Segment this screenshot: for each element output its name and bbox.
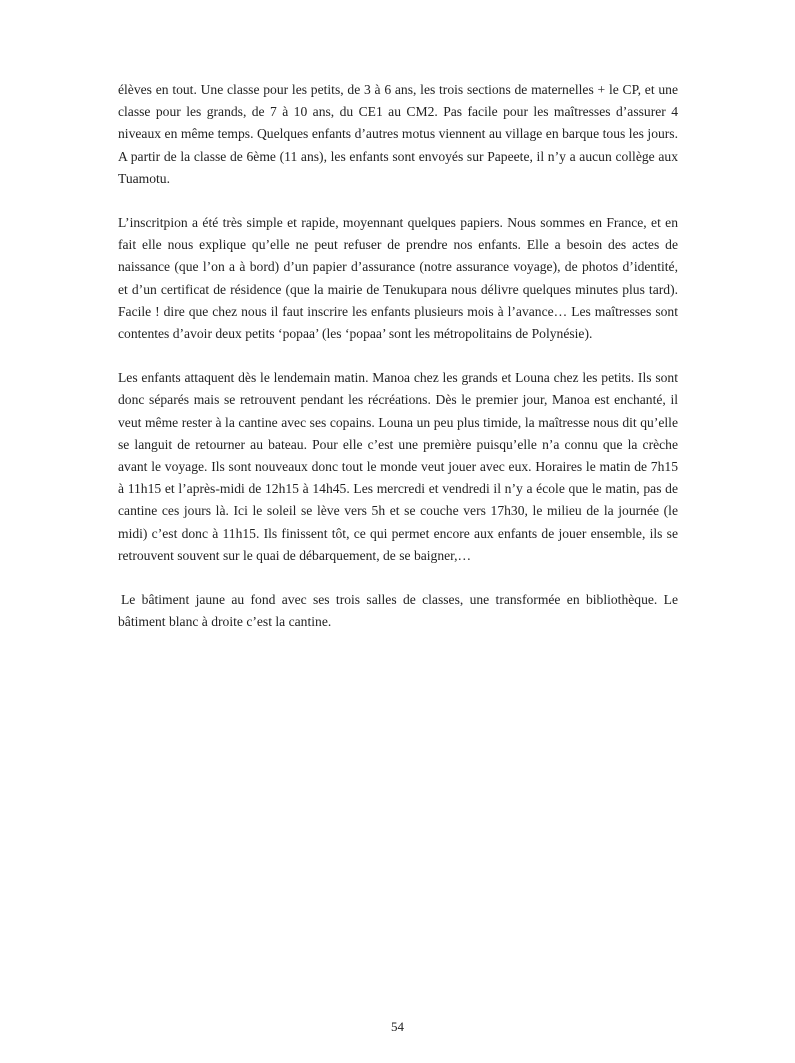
page-number: 54 bbox=[391, 1019, 404, 1034]
paragraph-first-days: Les enfants attaquent dès le lendemain matin. Manoa chez les grands et Louna chez les petits. Ils sont donc séparés mais se retrouvent pendant les récréations. Dès le premier jour, Manoa est enchanté, il veut même rester à la cantine avec ses copains. Louna un peu plus timide, la maîtresse nous dit qu’elle se languit de retourner au bateau. Pour elle c’est une première puisqu’elle n’a connu que la crèche avant le voyage. Ils sont nouveaux donc tout le monde veut jouer avec eux. Horaires le matin de 7h15 à 11h15 et l’après-midi de 12h15 à 14h45. Les mercredi et vendredi il n’y a école que le matin, pas de cantine ces jours là. Ici le soleil se lève vers 5h et se couche vers 17h30, le milieu de la journée (le midi) c’est donc à 11h15. Ils finissent tôt, ce qui permet encore aux enfants de jouer ensemble, ils se retrouvent souvent sur le quai de débarquement, de se baigner,… bbox=[118, 370, 678, 563]
paragraph-photo-caption: Le bâtiment jaune au fond avec ses trois salles de classes, une transformée en bibliothèque. Le bâtiment blanc à droite c’est la cantine. bbox=[118, 592, 678, 630]
paragraph-school-classes: élèves en tout. Une classe pour les petits, de 3 à 6 ans, les trois sections de maternelles + le CP, et une classe pour les grands, de 7 à 10 ans, du CE1 au CM2. Pas facile pour les maîtresses d’assurer 4 niveaux en même temps. Quelques enfants d’autres motus viennent au village en barque tous les jours. A partir de la classe de 6ème (11 ans), les enfants sont envoyés sur Papeete, il n’y a aucun collège aux Tuamotu. bbox=[118, 82, 678, 186]
paragraph-registration: L’inscritpion a été très simple et rapide, moyennant quelques papiers. Nous sommes en France, et en fait elle nous explique qu’elle ne peut refuser de prendre nos enfants. Elle a besoin des actes de naissance (que l’on a à bord) d’un papier d’assurance (notre assurance voyage), de photos d’identité, et d’un certificat de résidence (que la mairie de Tenukupara nous délivre quelques minutes plus tard). Facile ! dire que chez nous il faut inscrire les enfants plusieurs mois à l’avance… Les maîtresses sont contentes d’avoir deux petits ‘popaa’ (les ‘popaa’ sont les métropolitains de Polynésie). bbox=[118, 215, 678, 342]
body-text bbox=[118, 79, 678, 633]
